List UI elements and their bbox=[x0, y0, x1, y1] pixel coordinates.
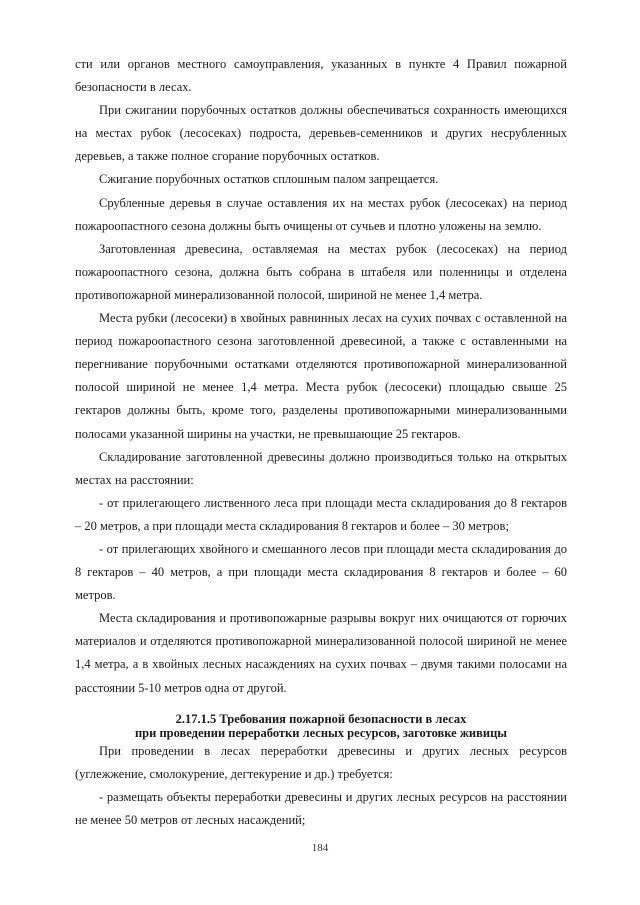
section-heading bbox=[75, 712, 567, 740]
paragraph: Места складирования и противопожарные разрывы вокруг них очищаются от горючих материалов и отделяются противопожарной минерализованной полосой шириной не менее 1,4 метра, а в хвойных лесных насаждениях на сухих почвах – двумя такими полосами на расстоянии 5-10 метров одна от другой. bbox=[75, 611, 567, 695]
paragraph: При проведении в лесах переработки древесины и других лесных ресурсов (углежжение, смолокурение, дегтекурение и др.) требуется: bbox=[75, 743, 567, 781]
paragraph: При сжигании порубочных остатков должны обеспечиваться сохранность имеющихся на местах рубок (лесосеках) подроста, деревьев-семенников и других несрубленных деревьев, а также полное сгорание порубочных остатков. bbox=[75, 103, 567, 164]
paragraph: Заготовленная древесина, оставляемая на местах рубок (лесосеках) на период пожароопастного сезона, должна быть собрана в штабеля или поленницы и отделена противопожарной минерализованной полосой, шириной не менее 1,4 метра. bbox=[75, 241, 567, 302]
list-item: - от прилегающих хвойного и смешанного лесов при площади места складирования до 8 гектаров – 40 метров, а при площади места складирования 8 гектаров и более – 60 метров. bbox=[75, 541, 567, 603]
paragraph: Складирование заготовленной древесины должно производиться только на открытых местах на расстоянии: bbox=[75, 449, 567, 487]
paragraph: Срубленные деревья в случае оставления их на местах рубок (лесосеках) на период пожароопастного сезона должны быть очищены от сучьев и плотно уложены на землю. bbox=[75, 195, 567, 233]
paragraph: Сжигание порубочных остатков сплошным палом запрещается. bbox=[99, 172, 439, 187]
list-item: - от прилегающего лиственного леса при площади места складирования до 8 гектаров – 20 метров, а при площади места складирования 8 гектаров и более – 30 метров; bbox=[75, 495, 567, 533]
page-number: 184 bbox=[311, 842, 329, 854]
list-item: - размещать объекты переработки древесины и других лесных ресурсов на расстоянии не менее 50 метров от лесных насаждений; bbox=[75, 789, 567, 827]
paragraph: сти или органов местного самоуправления, указанных в пункте 4 Правил пожарной безопасности в лесах. bbox=[75, 57, 567, 95]
document-page bbox=[75, 53, 567, 832]
section-heading-line-1: 2.17.1.5 Требования пожарной безопасности в лесах bbox=[175, 711, 467, 726]
paragraph: Места рубки (лесосеки) в хвойных равнинных лесах на сухих почвах с оставленной на период пожароопастного сезона заготовленной древесиной, а также с оставленными на перегнивание порубочными остатками отделяются противопожарной минерализованной полосой шириной не менее 1,4 метра. Места рубок (лесосеки) площадью свыше 25 гектаров должны быть, кроме того, разделены противопожарными минерализованными полосами указанной ширины на участки, не превышающие 25 гектаров. bbox=[75, 311, 567, 441]
section-heading-line-2: при проведении переработки лесных ресурсов, заготовке живицы bbox=[134, 725, 508, 740]
